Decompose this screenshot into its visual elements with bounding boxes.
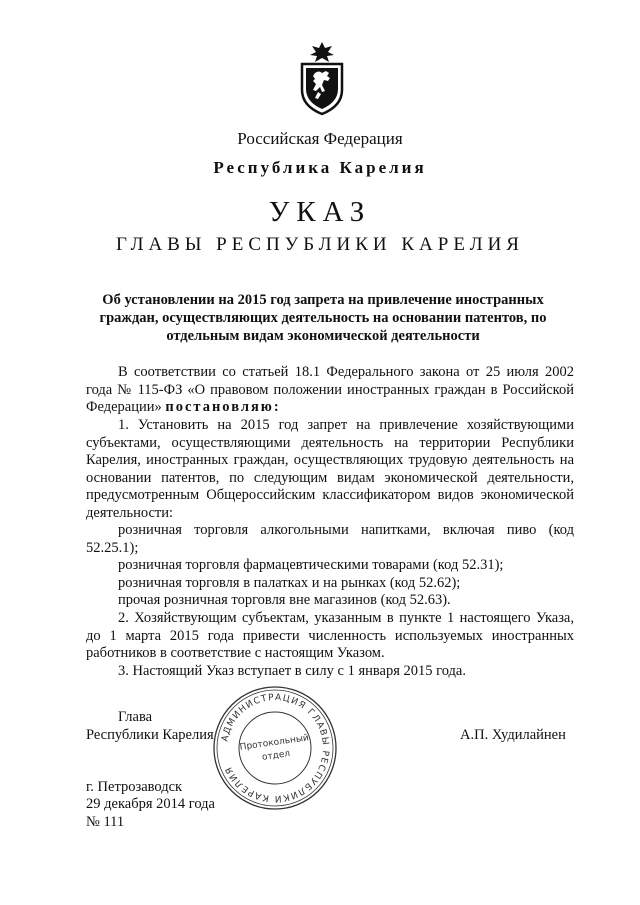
preamble-text: В соответствии со статьей 18.1 Федерального закона от 25 июля 2002 года № 115-ФЗ «О правовом положении иностранных граждан в Российской Федерации» <box>86 364 574 416</box>
document-type: УКАЗ <box>268 196 372 228</box>
stamp-ring-text: АДМИНИСТРАЦИЯ ГЛАВЫ РЕСПУБЛИКИ КАРЕЛИЯ <box>220 692 331 804</box>
stamp-center-line-2: отдел <box>261 749 291 763</box>
decree-title: Об установлении на 2015 год запрета на привлечение иностранных граждан, осуществляющих деятельность на основании патентов, по отдельным видам экономической деятельности <box>99 292 547 344</box>
item-1-sub-1: розничная торговля алкогольными напитками, включая пиво (код 52.25.1); <box>86 522 574 556</box>
item-1-sub-4: прочая розничная торговля вне магазинов (код 52.63). <box>118 592 451 608</box>
issuer-title: ГЛАВЫ РЕСПУБЛИКИ КАРЕЛИЯ <box>116 234 524 255</box>
item-1-sub-2: розничная торговля фармацевтическими товарами (код 52.31); <box>118 557 504 573</box>
item-2: 2. Хозяйствующим субъектам, указанным в пункте 1 настоящего Указа, до 1 марта 2015 года привести численность используемых иностранных работников в соответствие с настоящим Указом. <box>86 610 574 662</box>
issue-date: 29 декабря 2014 года <box>86 796 215 812</box>
signature-position-line-2: Республики Карелия <box>86 727 214 743</box>
item-1: 1. Установить на 2015 год запрет на привлечение хозяйствующими субъектами, осуществляющими деятельность на территории Республики Карелия, иностранных граждан, осуществляющих трудовую деятельность на основании патентов, по следующим видам экономической деятельности, предусмотренным Общероссийским классификатором видов экономической деятельности: <box>86 417 574 521</box>
item-1-sub-3: розничная торговля в палатках и на рынках (код 52.62); <box>118 575 461 591</box>
decree-number: № 111 <box>86 814 125 830</box>
decree-word: постановляю: <box>165 399 281 416</box>
country-name: Российская Федерация <box>237 129 403 148</box>
coat-of-arms-icon <box>296 40 348 116</box>
signatory-name: А.П. Худилайнен <box>460 727 566 743</box>
item-3: 3. Настоящий Указ вступает в силу с 1 января 2015 года. <box>118 663 466 679</box>
issue-city: г. Петрозаводск <box>86 779 183 795</box>
stamp-seal-icon <box>210 683 340 813</box>
svg-text:АДМИНИСТРАЦИЯ ГЛАВЫ РЕСПУБЛИКИ <box>220 693 330 803</box>
signature-position-line-1: Глава <box>118 709 153 725</box>
preamble <box>86 364 574 417</box>
republic-name: Республика Карелия <box>213 158 427 177</box>
stamp-center-line-1: Протокольный <box>239 733 310 753</box>
